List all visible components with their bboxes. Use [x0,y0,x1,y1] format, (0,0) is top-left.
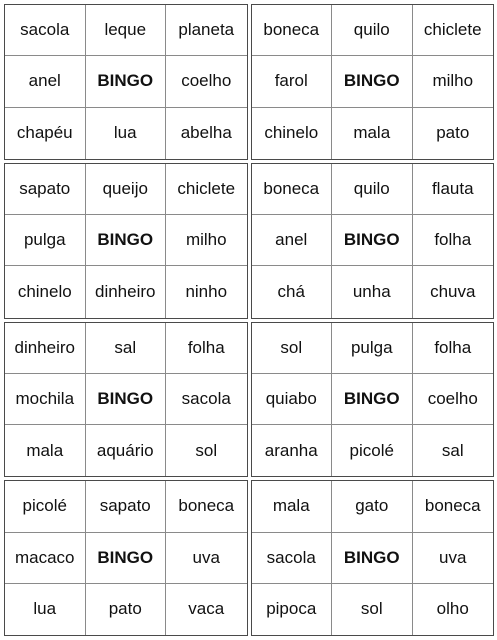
bingo-cell: pulga [5,215,86,266]
bingo-cell: uva [166,533,247,584]
bingo-cell: sol [332,584,413,635]
bingo-card-4 [251,163,495,319]
bingo-cell: uva [413,533,494,584]
bingo-cell: leque [86,5,167,56]
bingo-card-3 [4,163,248,319]
bingo-cell: coelho [166,56,247,107]
bingo-cell: picolé [332,425,413,476]
bingo-cell: chapéu [5,108,86,159]
bingo-cell: sol [195,440,218,460]
bingo-cell: ninho [185,281,228,301]
bingo-cell: mala [252,481,333,532]
bingo-cell: sapato [86,481,167,532]
bingo-cell: sapato [5,164,86,215]
bingo-center-cell: BINGO [86,56,167,107]
bingo-cell: sal [86,323,167,374]
bingo-cell: pato [436,123,470,143]
bingo-cell: planeta [166,5,247,56]
bingo-cell: farol [252,56,333,107]
bingo-center-cell: BINGO [332,56,413,107]
bingo-cell: vaca [188,599,225,619]
bingo-cell: dinheiro [5,323,86,374]
bingo-center-cell: BINGO [332,533,413,584]
bingo-cell: flauta [413,164,494,215]
bingo-card-6 [251,322,495,478]
bingo-cell: chinelo [5,266,86,317]
bingo-cell: sal [441,440,464,460]
bingo-cell: anel [5,56,86,107]
bingo-cell: mochila [5,374,86,425]
bingo-cell: picolé [5,481,86,532]
bingo-cell: olho [436,599,469,619]
bingo-cell: pulga [332,323,413,374]
bingo-cell: sacola [166,374,247,425]
bingo-cell: boneca [252,5,333,56]
bingo-center-cell: BINGO [86,215,167,266]
bingo-center-cell: BINGO [86,533,167,584]
bingo-card-5 [4,322,248,478]
bingo-cell: chiclete [413,5,494,56]
bingo-card-1 [4,4,248,160]
bingo-cell: abelha [180,123,232,143]
bingo-cell: pipoca [252,584,333,635]
bingo-cell: unha [332,266,413,317]
bingo-cell: boneca [166,481,247,532]
bingo-cell: folha [413,215,494,266]
bingo-cell: folha [413,323,494,374]
bingo-sheet [4,4,494,636]
bingo-cell: boneca [252,164,333,215]
bingo-center-cell: BINGO [86,374,167,425]
bingo-cell: dinheiro [86,266,167,317]
bingo-card-2 [251,4,495,160]
bingo-cell: aquário [86,425,167,476]
bingo-cell: quiabo [252,374,333,425]
bingo-cell: sol [252,323,333,374]
bingo-cell: macaco [5,533,86,584]
bingo-cell: chuva [430,281,476,301]
bingo-cell: chá [252,266,333,317]
bingo-cell: lua [5,584,86,635]
bingo-cell: chinelo [252,108,333,159]
bingo-cell: milho [413,56,494,107]
bingo-cell: sacola [252,533,333,584]
bingo-cell: boneca [413,481,494,532]
bingo-cell: pato [86,584,167,635]
bingo-cell: anel [252,215,333,266]
bingo-center-cell: BINGO [332,215,413,266]
bingo-cell: mala [5,425,86,476]
bingo-cell: chiclete [166,164,247,215]
bingo-cell: quilo [332,164,413,215]
bingo-cell: aranha [252,425,333,476]
bingo-center-cell: BINGO [332,374,413,425]
bingo-card-8 [251,480,495,636]
bingo-cell: lua [86,108,167,159]
bingo-cell: quilo [332,5,413,56]
bingo-card-7 [4,480,248,636]
bingo-cell: gato [332,481,413,532]
bingo-cell: folha [166,323,247,374]
bingo-cell: mala [332,108,413,159]
bingo-cell: milho [166,215,247,266]
bingo-cell: sacola [5,5,86,56]
bingo-cell: queijo [86,164,167,215]
bingo-cell: coelho [413,374,494,425]
